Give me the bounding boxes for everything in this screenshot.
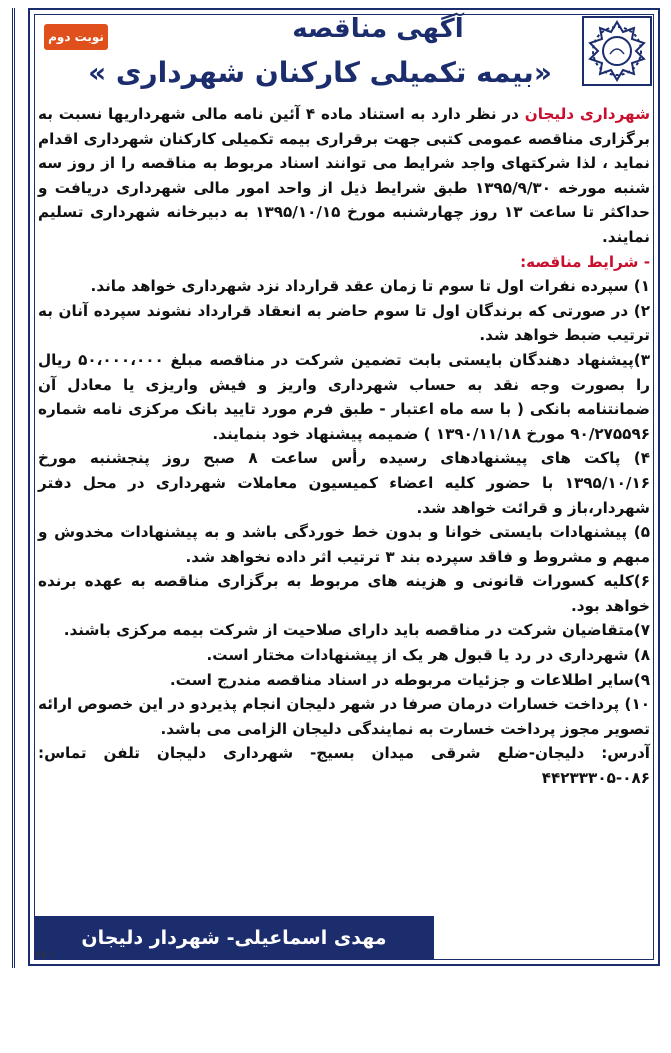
ad-header <box>30 10 658 98</box>
condition-item: ۳)پیشنهاد دهندگان بایستی بابت تضمین شرکت در مناقصه مبلغ ۵۰،۰۰۰،۰۰۰ ریال را بصورت وجه نقد به حساب شهرداری واریز و فیش واریزی یا معادل آن ضمانتنامه بانکی ( با سه ماه اعتبار - طبق فرم مورد تایید بانک مرکزی نامه شماره ۹۰/۲۷۵۵۹۶ مورخ ۱۳۹۰/۱۱/۱۸ ) ضمیمه پیشنهاد خود بنمایند. <box>38 350 650 443</box>
conditions-title: - شرایط مناقصه: <box>520 252 650 271</box>
page-edge-border <box>0 8 15 968</box>
ad-title: آگهی مناقصه <box>292 14 464 44</box>
address-line: آدرس: دلیجان-ضلع شرقی میدان بسیج- شهرداری دلیجان تلفن تماس: ۰۸۶-۴۴۲۳۳۳۰۵ <box>38 744 650 788</box>
condition-item: ۹)سایر اطلاعات و جزئیات مربوطه در اسناد مناقصه مندرج است. <box>169 670 650 689</box>
tender-advertisement <box>28 8 660 966</box>
condition-item: ۱۰) پرداخت خسارات درمان صرفا در شهر دلیجان انجام پذیردو در این خصوص ارائه تصویر مجوز پرداخت خسارت به نمایندگی دلیجان الزامی می باشد. <box>38 695 650 738</box>
intro-text: در نظر دارد به استناد ماده ۴ آئین نامه مالی شهرداریها نسبت به برگزاری مناقصه عمومی کتبی جهت برقراری بیمه تکمیلی کارکنان شهرداری اقدام نماید ، لذا شرکتهای واجد شرایط می توانند اسناد مربوط به مناقصه را از روز سه شنبه مورخه ۱۳۹۵/۹/۳۰ طبق شرایط ذیل از واحد امور مالی شهرداری دریافت و حداکثر تا ساعت ۱۳ روز چهارشنبه مورخ ۱۳۹۵/۱۰/۱۵ به دبیرخانه شهرداری تسلیم نمایند. <box>38 105 651 246</box>
ad-code: ۲۵۰۶ <box>36 950 56 960</box>
condition-item: ۷)متقاضیان شرکت در مناقصه باید دارای صلاحیت از شرکت بیمه مرکزی باشند. <box>63 621 650 640</box>
municipality-logo-icon <box>582 16 652 86</box>
ad-subtitle: «بیمه تکمیلی کارکنان شهرداری » <box>88 56 552 89</box>
condition-item: ۶)کلیه کسورات قانونی و هزینه های مربوط به برگزاری مناقصه به عهده برنده خواهد بود. <box>38 572 650 615</box>
condition-item: ۱) سپرده نفرات اول تا سوم تا زمان عقد قرارداد نزد شهرداری خواهد ماند. <box>90 277 650 296</box>
ad-body <box>38 102 650 791</box>
condition-item: ۴) پاکت های پیشنهادهای رسیده رأس ساعت ۸ صبح روز پنجشنبه مورخ ۱۳۹۵/۱۰/۱۶ با حضور کلیه اعضاء کمیسیون معاملات شهرداری در محل دفتر شهردار،باز و قرائت خواهد شد. <box>38 449 650 517</box>
condition-item: ۵) پیشنهادات بایستی خوانا و بدون خط خوردگی باشد و به پیشنهادات مخدوش و مبهم و مشروط و فاقد سپرده بند ۳ ترتیب اثر داده نخواهد شد. <box>38 523 650 566</box>
publication-badge: نوبت دوم <box>44 24 108 50</box>
organization-name: شهرداری دلیجان <box>524 105 651 123</box>
condition-item: ۸) شهرداری در رد یا قبول هر یک از پیشنهادات مختار است. <box>206 646 650 665</box>
signature-bar: مهدی اسماعیلی- شهردار دلیجان <box>34 916 434 960</box>
condition-item: ۲) در صورتی که برندگان اول تا سوم حاضر به انعقاد قرارداد نشوند سپرده آنان به ترتیب ضبط خواهد شد. <box>38 301 650 345</box>
intro-paragraph <box>38 102 650 250</box>
